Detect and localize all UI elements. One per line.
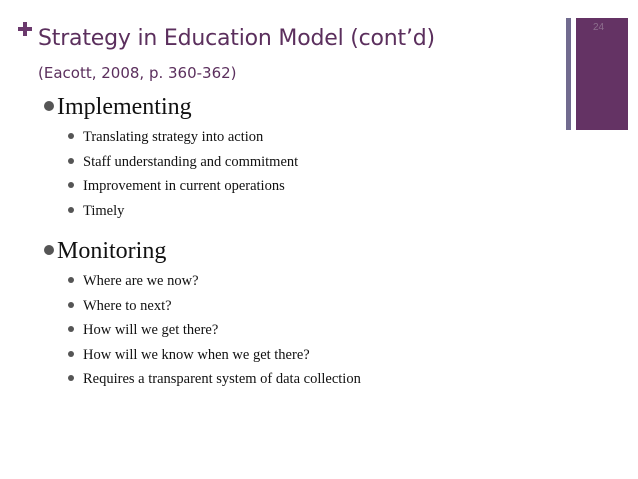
bullet-icon	[68, 277, 74, 283]
bullet-icon	[44, 101, 54, 111]
list-item	[68, 174, 298, 199]
list-item	[68, 150, 298, 175]
decorative-bar-thick	[576, 18, 628, 130]
list-item-text: How will we get there?	[83, 322, 219, 338]
list-item	[68, 318, 361, 343]
section-heading-label: Monitoring	[57, 238, 167, 264]
section-heading-monitoring	[44, 238, 166, 265]
implementing-list	[68, 125, 298, 223]
section-heading-implementing	[44, 94, 192, 121]
slide-title: Strategy in Education Model (cont’d)	[38, 26, 435, 51]
bullet-icon	[68, 302, 74, 308]
bullet-icon	[68, 182, 74, 188]
list-item-text: Where are we now?	[83, 273, 199, 289]
bullet-icon	[68, 133, 74, 139]
slide-subtitle: (Eacott, 2008, p. 360-362)	[38, 64, 237, 82]
bullet-icon	[68, 207, 74, 213]
bullet-icon	[68, 326, 74, 332]
list-item	[68, 199, 298, 224]
list-item-text: Translating strategy into action	[83, 129, 264, 145]
list-item	[68, 294, 361, 319]
list-item-text: Staff understanding and commitment	[83, 153, 299, 170]
decorative-bar-thin	[566, 18, 571, 130]
list-item	[68, 343, 361, 368]
list-item	[68, 125, 298, 150]
monitoring-list	[68, 269, 361, 392]
bullet-icon	[68, 375, 74, 381]
list-item-text: How will we know when we get there?	[83, 346, 310, 363]
list-item-text: Where to next?	[83, 297, 172, 314]
list-item	[68, 367, 361, 392]
list-item-text: Improvement in current operations	[83, 178, 285, 194]
bullet-icon	[68, 351, 74, 357]
list-item	[68, 269, 361, 294]
plus-icon	[18, 22, 32, 36]
list-item-text: Timely	[83, 202, 125, 219]
section-heading-label: Implementing	[57, 94, 192, 120]
bullet-icon	[44, 245, 54, 255]
page-number: 24	[593, 22, 605, 33]
bullet-icon	[68, 158, 74, 164]
list-item-text: Requires a transparent system of data collection	[83, 371, 361, 387]
